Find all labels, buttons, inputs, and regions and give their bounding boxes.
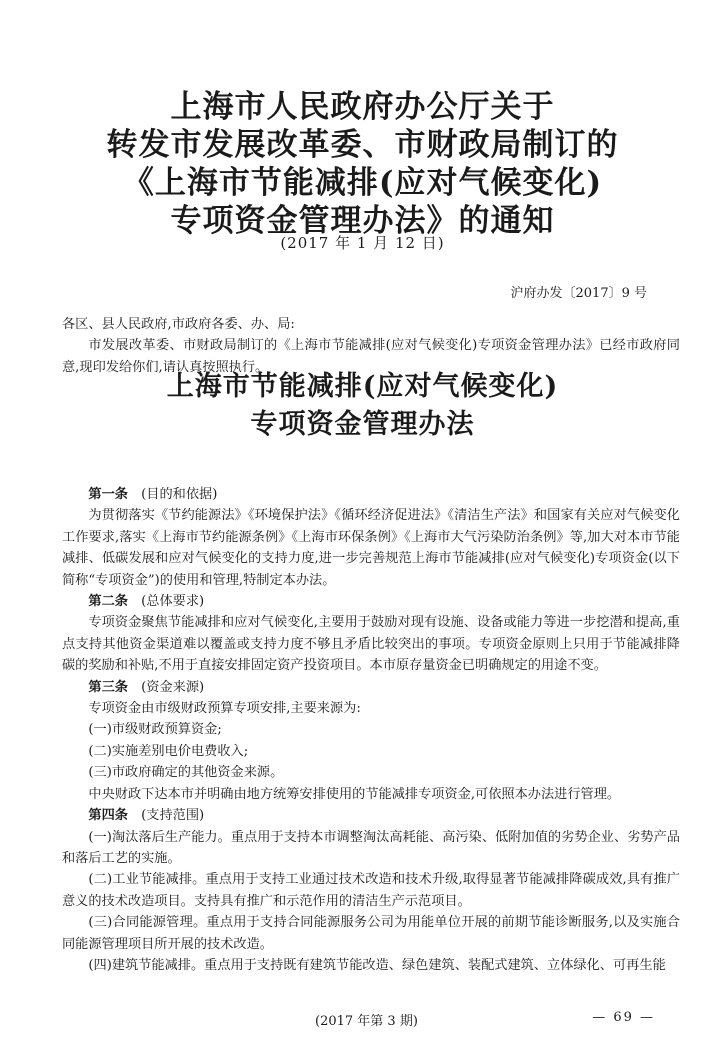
notice-title-line: 转发市发展改革委、市财政局制订的 [106,127,619,163]
article-label: 第二条 [88,594,128,610]
measures-title-line: 上海市节能减排(应对气候变化) [166,371,559,402]
article-paragraph: (一)淘汰落后生产能力。重点用于支持本市调整淘汰高耗能、高污染、低附加值的劣势企业、劣势产品和落后工艺的实施。 [62,829,680,866]
article-heading [62,805,680,826]
notice-title [0,88,725,240]
articles [62,484,680,976]
addressee: 各区、县人民政府,市政府各委、办、局: [62,317,295,332]
article-paragraph: (一)市级财政预算资金; [88,722,222,738]
page-number: — 69 — [592,1010,655,1025]
measures-title-line: 专项资金管理办法 [250,409,475,440]
issue-label: (2017 年第 3 期) [315,1014,418,1029]
article-label: 第一条 [88,487,128,502]
article-paragraph: (三)合同能源管理。重点用于支持合同能源服务公司为用能单位开展的前期节能诊断服务,以及实施合同能源管理项目所开展的技术改造。 [62,915,680,952]
article-topic: (目的和依据) [141,487,218,502]
article-paragraph: 中央财政下达本市并明确由地方统筹安排使用的节能减排专项资金,可依照本办法进行管理。 [88,786,621,802]
article-topic: (总体要求) [141,594,205,610]
article-heading [62,677,680,698]
article-paragraph: 专项资金由市级财政预算专项安排,主要来源为: [88,701,361,717]
article-paragraph: (二)工业节能减排。重点用于支持工业通过技术改造和技术升级,取得显著节能减排降碳成效,具有推广意义的技术改造项目。支持具有推广和示范作用的清洁生产示范项目。 [62,872,680,909]
article-heading [62,591,680,612]
document-number: 沪府办发〔2017〕9 号 [510,286,647,301]
article-label: 第三条 [88,679,128,695]
notice-paragraph: 市发展改革委、市财政局制订的《上海市节能减排(应对气候变化)专项资金管理办法》已经市政府同意,现印发给你们,请认真按照执行。 [62,338,680,375]
notice-date: (2017 年 1 月 12 日) [280,234,445,252]
article-paragraph: (二)实施差别电价电费收入; [88,743,249,759]
article-topic: (支持范围) [141,808,205,824]
article-paragraph: (四)建筑节能减排。重点用于支持既有建筑节能改造、绿色建筑、装配式建筑、立体绿化、可再生能 [88,957,666,973]
notice-title-line: 《上海市节能减排(应对气候变化) [122,165,603,201]
article-paragraph: (三)市政府确定的其他资金来源。 [88,765,284,781]
article-topic: (资金来源) [141,679,205,695]
article-paragraph: 专项资金聚焦节能减排和应对气候变化,主要用于鼓励对现有设施、设备或能力等进一步挖潜和提高,重点支持其他资金渠道难以覆盖或支持力度不够且矛盾比较突出的事项。专项资金原则上只用于节能减排降碳的奖励和补贴,不用于直接安排固定资产投资项目。本市原存量资金已明确规定的用途不变。 [62,615,680,674]
measures-title [0,368,725,444]
notice-title-line: 专项资金管理办法》的通知 [170,203,555,239]
notice-title-line: 上海市人民政府办公厅关于 [170,89,555,125]
article-label: 第四条 [88,808,128,824]
article-paragraph: 为贯彻落实《节约能源法》《环境保护法》《循环经济促进法》《清洁生产法》和国家有关应对气候变化工作要求,落实《上海市节约能源条例》《上海市环保条例》《上海市大气污染防治条例》等,加大对本市节能减排、低碳发展和应对气候变化的支持力度,进一步完善规范上海市节能减排(应对气候变化)专项资金(以下简称“专项资金”)的使用和管理,特制定本办法。 [62,508,680,588]
article-heading [62,484,680,505]
